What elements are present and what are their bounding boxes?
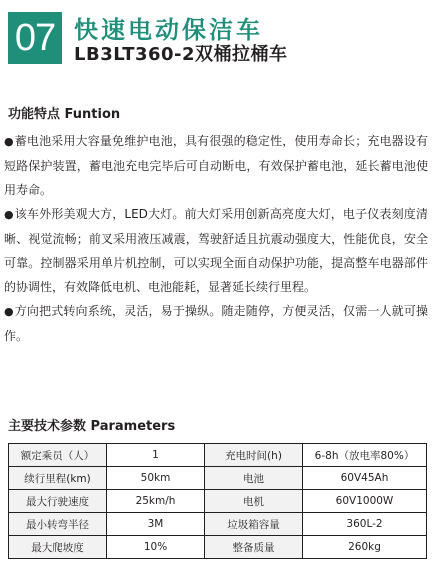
feature-item (4, 202, 428, 299)
feature-item (4, 129, 428, 202)
spec-label: 充电时间(h) (205, 444, 303, 467)
spec-value: 260kg (303, 536, 427, 559)
feature-text: 方向把式转向系统，灵活，易于操纵。随走随停，方便灵活，仅需一人就可操作。 (4, 304, 428, 343)
spec-label: 最大爬坡度 (9, 536, 107, 559)
spec-value: 3M (107, 513, 205, 536)
spec-label: 额定乘员（人） (9, 444, 107, 467)
spec-label: 电池 (205, 467, 303, 490)
feature-item (4, 299, 428, 348)
spec-label: 整备质量 (205, 536, 303, 559)
feature-text: 该车外形美观大方，LED大灯。前大灯采用创新高亮度大灯，电子仪表刻度清晰、视觉流畅；前叉采用液压减震，驾驶舒适且抗震动强度大，性能优良，安全可靠。控制器采用单片机控制，可以实现全面自动保护功能，提高整车电器部件的协调性，有效降低电机、电池能耗，显著延长续行里程。 (4, 207, 428, 294)
table-row (9, 513, 427, 536)
spec-label: 最小转弯半径 (9, 513, 107, 536)
spec-value: 1 (107, 444, 205, 467)
page-header (8, 10, 428, 66)
feature-text: 蓄电池采用大容量免维护电池，具有很强的稳定性，使用寿命长；充电器设有短路保护装置，蓄电池充电完毕后可自动断电，有效保护蓄电池，延长蓄电池使用寿命。 (4, 134, 428, 197)
spec-label: 续行里程(km) (9, 467, 107, 490)
spec-value: 25km/h (107, 490, 205, 513)
spec-value: 360L-2 (303, 513, 427, 536)
bullet-icon: ● (4, 305, 14, 318)
spec-label: 电机 (205, 490, 303, 513)
section-number-badge: 07 (8, 12, 62, 64)
specs-heading: 主要技术参数 Parameters (8, 419, 176, 434)
spec-value: 50km (107, 467, 205, 490)
spec-value: 10% (107, 536, 205, 559)
specs-table (8, 443, 427, 559)
product-title: 快速电动保洁车 (74, 16, 263, 44)
bullet-icon: ● (4, 135, 14, 148)
table-row (9, 444, 427, 467)
spec-label: 垃圾箱容量 (205, 513, 303, 536)
table-row (9, 536, 427, 559)
features-heading: 功能特点 Funtion (8, 107, 121, 122)
table-row (9, 490, 427, 513)
spec-value: 6-8h（放电率80%） (303, 444, 427, 467)
features-list (4, 129, 428, 348)
spec-label: 最大行驶速度 (9, 490, 107, 513)
spec-value: 60V45Ah (303, 467, 427, 490)
spec-value: 60V1000W (303, 490, 427, 513)
product-model: LB3LT360-2双桶拉桶车 (74, 44, 288, 65)
bullet-icon: ● (4, 208, 14, 221)
table-row (9, 467, 427, 490)
